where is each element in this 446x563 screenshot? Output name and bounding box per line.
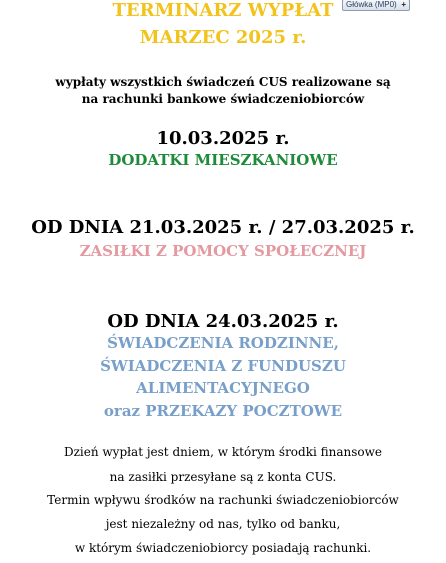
title-line-1: TERMINARZ WYPŁAT bbox=[112, 0, 334, 21]
section1-name: DODATKI MIESZKANIOWE bbox=[108, 151, 338, 169]
section2-name: ZASIŁKI Z POMOCY SPOŁECZNEJ bbox=[79, 242, 367, 260]
footer-line-3: Termin wpływu środków na rachunki świadczeniobiorców bbox=[47, 493, 399, 507]
section3-name-line-2: ŚWIADCZENIA Z FUNDUSZU bbox=[100, 357, 346, 375]
section3-name-line-1: ŚWIADCZENIA RODZINNE, bbox=[107, 334, 339, 352]
header-style-tag-label: Główka (MP0) bbox=[346, 0, 397, 9]
section3-date: OD DNIA 24.03.2025 r. bbox=[107, 311, 339, 332]
footer-line-2: na zasiłki przesyłane są z konta CUS. bbox=[109, 470, 337, 484]
plus-icon[interactable]: + bbox=[401, 0, 406, 9]
footer-line-5: w którym świadczeniobiorcy posiadają rachunki. bbox=[74, 541, 372, 555]
footer-line-1: Dzień wypłat jest dniem, w którym środki finansowe bbox=[63, 445, 383, 459]
intro-line-2: na rachunki bankowe świadczeniobiorców bbox=[81, 92, 365, 106]
footer-line-4: jest niezależny od nas, tylko od banku, bbox=[105, 517, 341, 531]
section3-name-line-4: oraz PRZEKAZY POCZTOWE bbox=[103, 402, 343, 420]
title-line-2: MARZEC 2025 r. bbox=[139, 27, 307, 48]
section2-date: OD DNIA 21.03.2025 r. / 27.03.2025 r. bbox=[31, 217, 415, 238]
intro-line-1: wypłaty wszystkich świadczeń CUS realizowane są bbox=[55, 75, 391, 89]
section1-date: 10.03.2025 r. bbox=[156, 128, 290, 149]
section3-name-line-3: ALIMENTACYJNEGO bbox=[136, 379, 310, 397]
